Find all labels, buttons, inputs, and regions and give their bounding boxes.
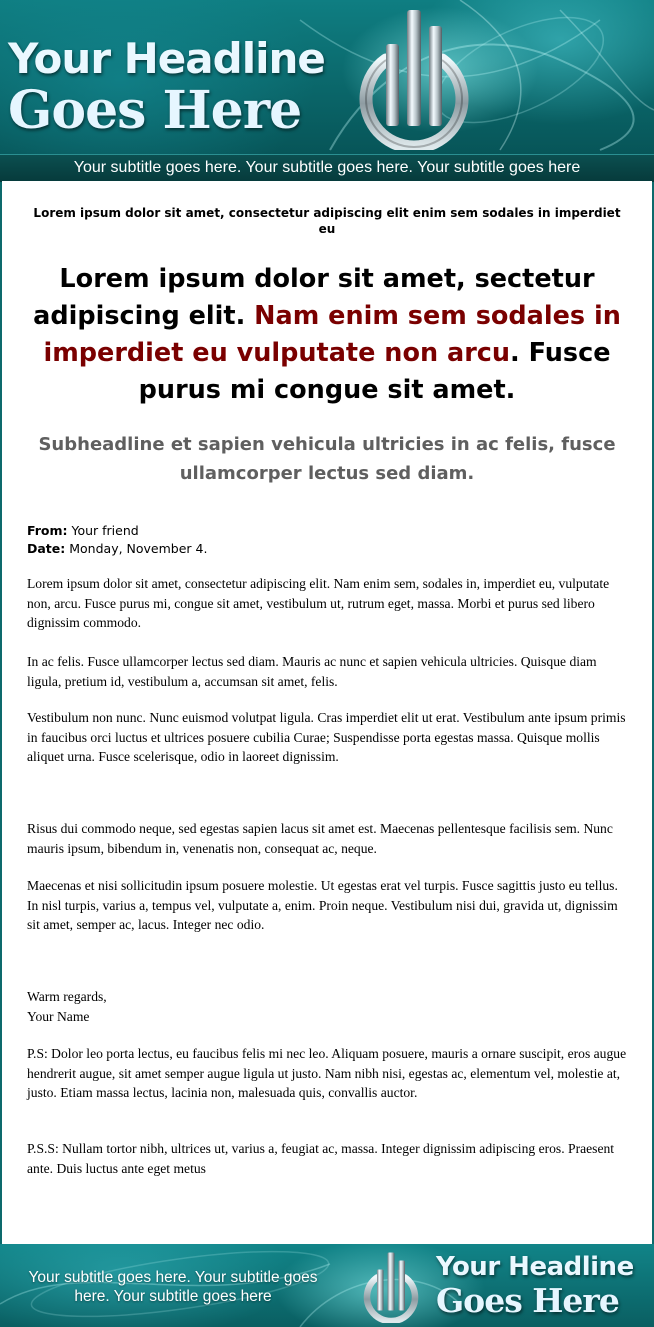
main-headline-highlight: Nam enim sem sodales in imperdiet eu vulputate non arcu [43,301,621,368]
from-label: From: [27,523,68,538]
header-headline-line2: Goes Here [8,80,302,141]
main-headline-part1: Lorem ipsum dolor sit amet, sectetur adipiscing elit. [33,264,595,331]
body-paragraph: Maecenas et nisi sollicitudin ipsum posuere molestie. Ut egestas erat vel turpis. Fusce sagittis justo eu tellus. In nisl turpis, varius a, tempus vel, vulputate a, enim. Proin neque. Vestibulum nisi dui, gravida ut, dignissim sit amet, semper ac, lacus. Integer nec odio. [27,878,618,932]
body-paragraph: In ac felis. Fusce ullamcorper lectus sed diam. Mauris ac nunc et sapien vehicula ultricies. Quisque diam ligula, pretium id, vestibulum a, accumsan sit amet, felis. [27,654,597,689]
building-ring-logo-icon [362,1249,420,1323]
header-headline-line1: Your Headline [8,34,325,83]
ps-paragraph: P.S: Dolor leo porta lectus, eu faucibus felis mi nec leo. Aliquam posuere, mauris a ornare suscipit, eros augue hendrerit augue, sit amet semper augue ligula ut justo. Nam nibh nisi, egestas ac, elementum vel, molestie at, justo. Etiam massa lectus, lacinia non, malesuada quis, convallis auctor. [27,1046,627,1100]
body-paragraph: Risus dui commodo neque, sed egestas sapien lacus sit amet est. Maecenas pellentesque facilisis sem. Nunc mauris ipsum, bibendum in, venenatis non, consequat ac, neque. [27,821,613,856]
body-paragraph: Lorem ipsum dolor sit amet, consectetur adipiscing elit. Nam enim sem, sodales in, imperdiet eu, vulputate non, arcu. Fusce purus mi, congue sit amet, vestibulum ut, rutrum eget, massa. Morbi et purus sed libero dignissim commodo. [27,576,610,630]
footer-headline-line1: Your Headline [436,1252,634,1282]
letter-meta [27,522,627,558]
signoff-line: Warm regards, [27,989,107,1004]
footer-subtitle: Your subtitle goes here. Your subtitle goes here. Your subtitle goes here [28,1269,318,1305]
header-subtitle-bar [0,154,654,182]
main-headline-part2: . Fusce purus mi congue sit amet. [138,338,611,405]
pss-paragraph: P.S.S: Nullam tortor nibh, ultrices ut, varius a, feugiat ac, massa. Integer dignissim adipiscing eros. Praesent ante. Duis luctus ante eget metus [27,1141,615,1176]
footer-banner [0,1244,654,1327]
building-ring-logo-icon [356,4,472,150]
subheadline: Subheadline et sapien vehicula ultricies in ac felis, fusce ullamcorper lectus sed diam. [38,434,616,484]
letter-content [2,181,652,1244]
date-line [27,540,627,558]
date-value: Monday, November 4. [65,541,208,556]
date-label: Date: [27,541,66,556]
signoff-name: Your Name [27,1009,90,1024]
from-line [27,522,627,540]
from-value: Your friend [67,523,139,538]
main-headline [22,261,632,409]
footer-headline-line2: Goes Here [436,1281,619,1320]
header-subtitle: Your subtitle goes here. Your subtitle goes here. Your subtitle goes here [73,159,581,176]
header-banner [0,0,654,154]
intro-line: Lorem ipsum dolor sit amet, consectetur adipiscing elit enim sem sodales in imperdiet eu [33,206,621,236]
body-paragraph: Vestibulum non nunc. Nunc euismod volutpat ligula. Cras imperdiet elit ut erat. Vestibulum ante ipsum primis in faucibus orci luctus et ultrices posuere cubilia Curae; Suspendisse porta egestas massa. Quisque mollis aliquet urna. Fusce scelerisque, odio in laoreet dignissim. [27,710,626,764]
